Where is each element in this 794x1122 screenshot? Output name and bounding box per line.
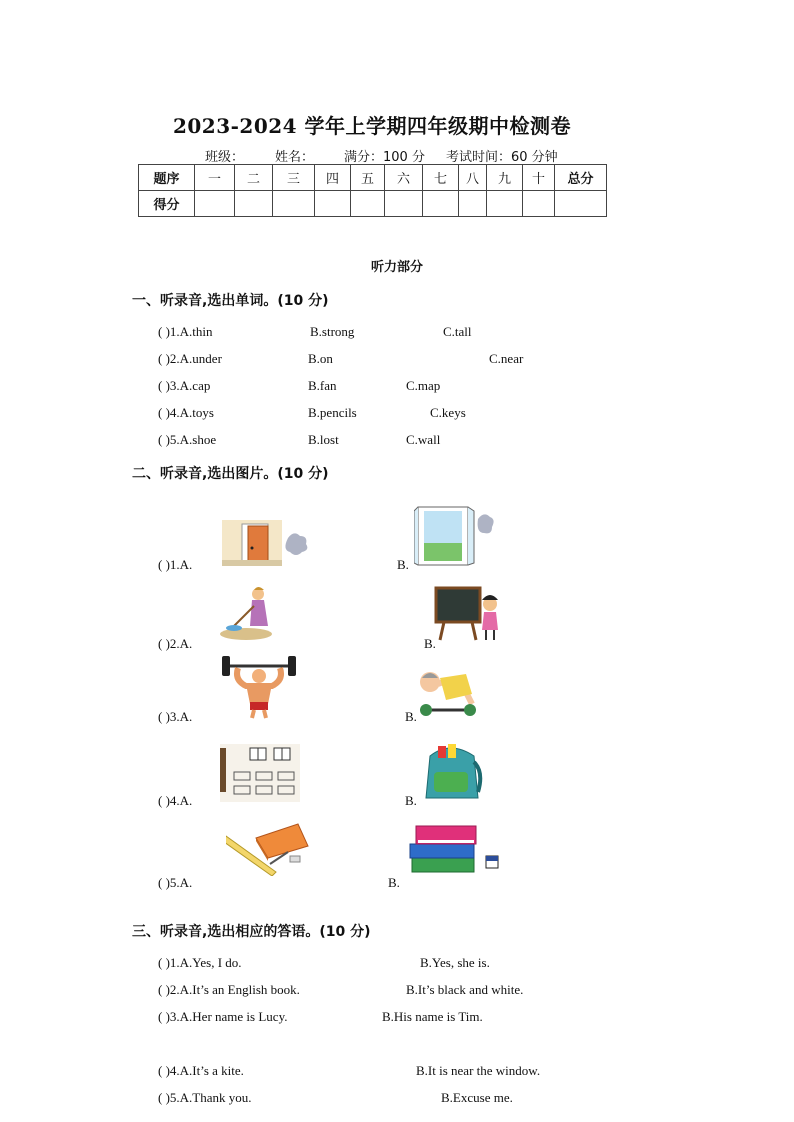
s1-q2-c: C.near	[489, 351, 524, 366]
s1-q2-b: B.on	[308, 351, 333, 366]
blackboard-icon	[434, 586, 502, 642]
col-5: 五	[351, 165, 385, 191]
section2-heading: 二、听录音,选出图片。(10 分)	[132, 466, 329, 482]
s2-q4-b: B.	[405, 793, 417, 808]
section1-heading: 一、听录音,选出单词。(10 分)	[132, 293, 329, 309]
s1-q5-a: ( )5.A.shoe	[158, 432, 217, 447]
score-cell[interactable]	[351, 191, 385, 217]
s3-q2-a: ( )2.A.It’s an English book.	[158, 982, 300, 997]
col-7: 七	[423, 165, 459, 191]
s1-q3-a: ( )3.A.cap	[158, 378, 211, 393]
score-cell[interactable]	[423, 191, 459, 217]
s2-q3-b: B.	[405, 709, 417, 724]
s1-q3-c: C.map	[406, 378, 441, 393]
score-table-row-order	[139, 165, 607, 191]
s1-q3-b: B.fan	[308, 378, 337, 393]
s2-q1-a: ( )1.A.	[158, 557, 193, 572]
s2-q4-a: ( )4.A.	[158, 793, 193, 808]
col-4: 四	[315, 165, 351, 191]
score-cell[interactable]	[523, 191, 555, 217]
s3-q5-b: B.Excuse me.	[441, 1090, 513, 1105]
s3-q1-a: ( )1.A.Yes, I do.	[158, 955, 242, 970]
col-1: 一	[195, 165, 235, 191]
weak-man-icon	[406, 660, 484, 718]
class-label: 班级：	[205, 150, 245, 165]
score-cell-total[interactable]	[555, 191, 607, 217]
score-cell[interactable]	[315, 191, 351, 217]
schoolbag-icon	[418, 742, 486, 804]
col-6: 六	[385, 165, 423, 191]
s3-q2-b: B.It’s black and white.	[406, 982, 524, 997]
cleaning-floor-icon	[220, 586, 278, 642]
s1-q1-c: C.tall	[443, 324, 472, 339]
s1-q5-b: B.lost	[308, 432, 339, 447]
s3-q4-b: B.It is near the window.	[416, 1063, 541, 1078]
row-header-order: 题序	[139, 165, 195, 191]
col-total: 总分	[555, 165, 607, 191]
ruler-notebook-icon	[226, 818, 310, 876]
books-icon	[406, 818, 502, 876]
s3-q3-b: B.His name is Tim.	[382, 1009, 483, 1024]
s1-q2-a: ( )2.A.under	[158, 351, 222, 366]
s1-q1-b: B.strong	[310, 324, 355, 339]
col-9: 九	[487, 165, 523, 191]
listening-title: 听力部分	[370, 260, 423, 275]
score-cell[interactable]	[459, 191, 487, 217]
door-icon	[222, 520, 310, 566]
exam-time-label: 考试时间：60 分钟	[446, 150, 558, 165]
col-10: 十	[523, 165, 555, 191]
s3-q3-a: ( )3.A.Her name is Lucy.	[158, 1009, 288, 1024]
score-cell[interactable]	[385, 191, 423, 217]
name-label: 姓名：	[275, 150, 315, 165]
s2-q5-a: ( )5.A.	[158, 875, 193, 890]
window-icon	[414, 505, 494, 567]
s1-q4-a: ( )4.A.toys	[158, 405, 214, 420]
col-3: 三	[273, 165, 315, 191]
s2-q1-b: B.	[397, 557, 409, 572]
s3-q1-b: B.Yes, she is.	[420, 955, 490, 970]
s2-q2-a: ( )2.A.	[158, 636, 193, 651]
s3-q4-a: ( )4.A.It’s a kite.	[158, 1063, 244, 1078]
strong-man-icon	[220, 654, 298, 720]
score-cell[interactable]	[273, 191, 315, 217]
row-header-score: 得分	[139, 191, 195, 217]
s1-q4-c: C.keys	[430, 405, 466, 420]
s1-q5-c: C.wall	[406, 432, 441, 447]
score-table	[138, 164, 607, 217]
score-cell[interactable]	[195, 191, 235, 217]
col-2: 二	[235, 165, 273, 191]
s1-q4-b: B.pencils	[308, 405, 357, 420]
page-title: 2023-2024 学年上学期四年级期中检测卷	[172, 114, 572, 138]
s1-q1-a: ( )1.A.thin	[158, 324, 213, 339]
s2-q5-b: B.	[388, 875, 400, 890]
score-cell[interactable]	[487, 191, 523, 217]
section3-heading: 三、听录音,选出相应的答语。(10 分)	[132, 924, 371, 940]
classroom-icon	[220, 744, 300, 802]
col-8: 八	[459, 165, 487, 191]
s3-q5-a: ( )5.A.Thank you.	[158, 1090, 252, 1105]
full-score-label: 满分：100 分	[344, 150, 425, 165]
s2-q3-a: ( )3.A.	[158, 709, 193, 724]
score-table-row-score	[139, 191, 607, 217]
s2-q2-b: B.	[424, 636, 436, 651]
score-cell[interactable]	[235, 191, 273, 217]
